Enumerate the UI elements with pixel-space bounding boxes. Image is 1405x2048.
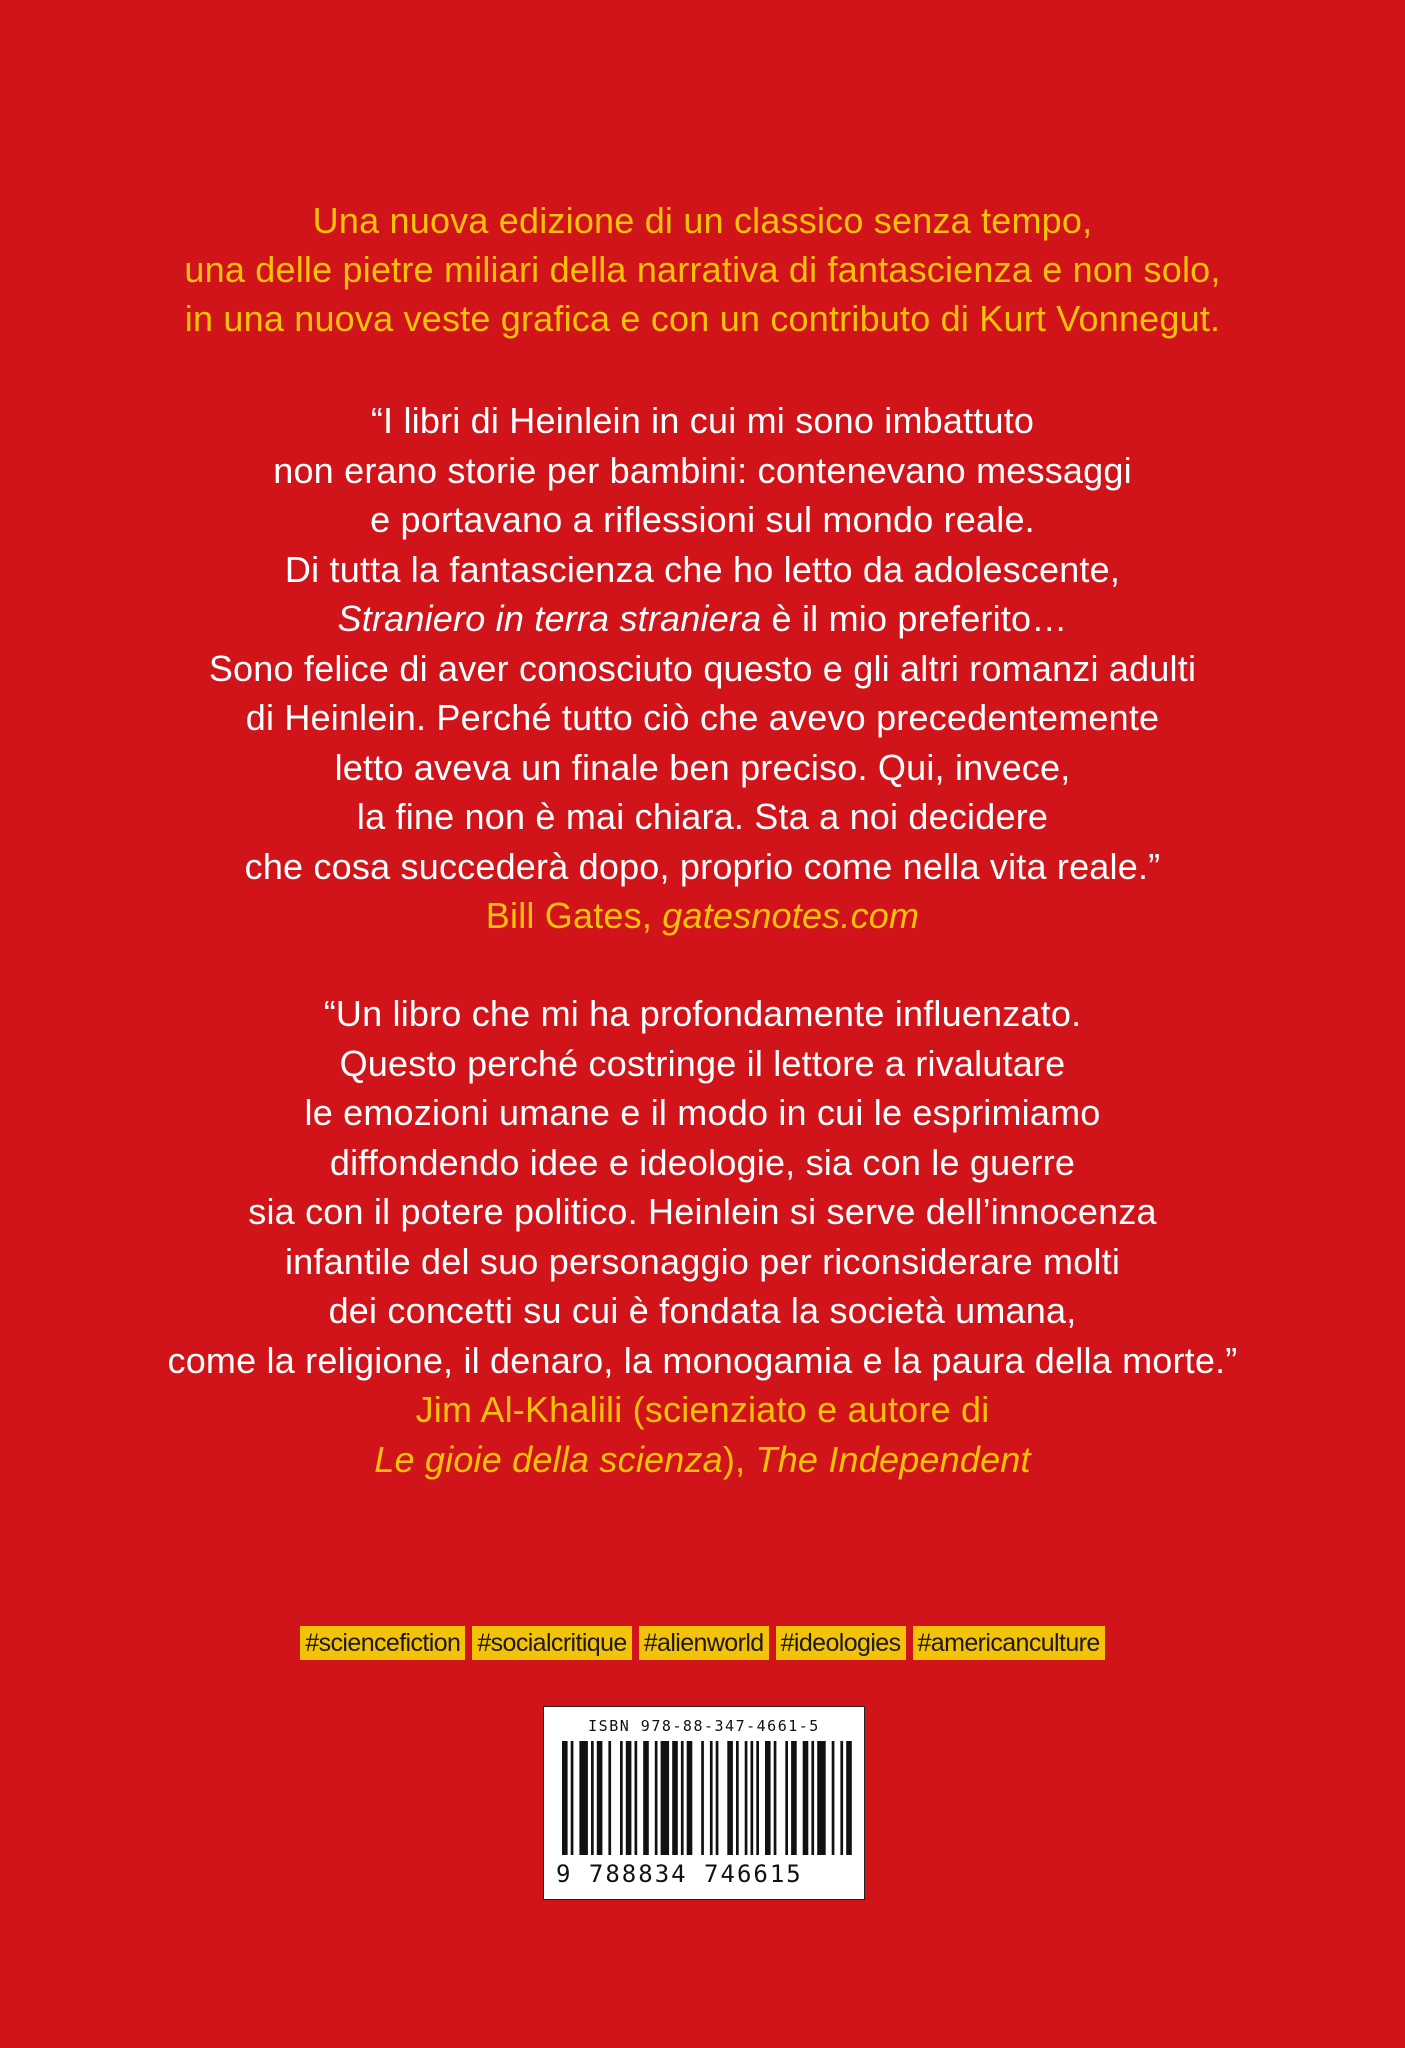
quote-line: Di tutta la fantascienza che ho letto da adolescente,: [284, 548, 1121, 590]
barcode-bar: [846, 1741, 852, 1855]
attribution-separator: ),: [722, 1438, 756, 1480]
publisher-blurb: [0, 196, 1405, 343]
barcode-bar: [727, 1741, 733, 1855]
barcode-bar: [591, 1741, 594, 1855]
barcode-bar: [643, 1741, 649, 1855]
barcode-bar: [756, 1741, 759, 1855]
barcode-bar: [785, 1741, 788, 1855]
barcode-bar: [736, 1741, 739, 1855]
quote-attribution: [0, 1435, 1405, 1485]
quote-line: infantile del suo personaggio per riconsiderare molti: [284, 1240, 1121, 1282]
quote-line: che cosa succederà dopo, proprio come nella vita reale.”: [244, 845, 1161, 887]
barcode-bar: [811, 1741, 814, 1855]
barcode-bar: [672, 1741, 678, 1855]
barcode-bar: [687, 1741, 693, 1855]
isbn-barcode: [543, 1706, 865, 1900]
barcode-bar: [803, 1741, 809, 1855]
quote-text: è il mio preferito…: [761, 598, 1068, 639]
hashtag: #ideologies: [776, 1626, 906, 1660]
quote-attribution: [0, 891, 1405, 941]
barcode-bar: [710, 1741, 713, 1855]
barcode-bar: [597, 1741, 603, 1855]
attribution-newspaper: The Independent: [755, 1438, 1031, 1480]
barcode-bar: [701, 1741, 704, 1855]
barcode-bar: [791, 1741, 797, 1855]
quote-line: “Un libro che mi ha profondamente influenzato.: [323, 993, 1082, 1034]
barcode-bar: [751, 1741, 754, 1855]
barcode-bar: [765, 1741, 771, 1855]
quote-jim-al-khalili: [0, 989, 1405, 1484]
barcode-bar: [620, 1741, 623, 1855]
blurb-line: una delle pietre miliari della narrativa di fantascienza e non solo,: [184, 249, 1221, 290]
quote-line: la fine non è mai chiara. Sta a noi decidere: [356, 796, 1049, 837]
hashtag: #alienworld: [639, 1626, 769, 1660]
quote-line: le emozioni umane e il modo in cui le esprimiamo: [304, 1092, 1101, 1133]
quote-line: diffondendo idee e ideologie, sia con le guerre: [329, 1141, 1076, 1183]
isbn-label: ISBN 978-88-347-4661-5: [588, 1717, 820, 1735]
barcode-bar: [635, 1741, 638, 1855]
barcode-bar: [571, 1741, 574, 1855]
barcode-bar: [774, 1741, 777, 1855]
hashtag: #sciencefiction: [300, 1626, 465, 1660]
ean-digits: 9 788834 746615: [556, 1860, 803, 1888]
quote-line: come la religione, il denaro, la monogamia e la paura della morte.”: [167, 1339, 1238, 1381]
quote-line: [0, 594, 1405, 644]
barcode-bar: [661, 1741, 670, 1855]
blurb-line: in una nuova veste grafica e con un contributo di Kurt Vonnegut.: [184, 298, 1221, 339]
quote-line: Sono felice di aver conosciuto questo e gli altri romanzi adulti: [208, 647, 1197, 689]
hashtag: #americanculture: [913, 1626, 1105, 1660]
quote-line: di Heinlein. Perché tutto ciò che avevo precedentemente: [245, 697, 1160, 738]
blurb-line: Una nuova edizione di un classico senza tempo,: [312, 200, 1093, 241]
hashtag-list: [0, 1626, 1405, 1660]
quote-line: sia con il potere politico. Heinlein si serve dell’innocenza: [248, 1191, 1157, 1232]
attribution-book: Le gioie della scienza: [374, 1438, 723, 1480]
barcode-bar: [626, 1741, 632, 1855]
hashtag: #socialcritique: [472, 1626, 631, 1660]
barcode-bar: [655, 1741, 658, 1855]
attribution-source: gatesnotes.com: [662, 895, 920, 936]
quote-attribution: Jim Al-Khalili (scienziato e autore di: [415, 1389, 990, 1430]
barcode-bar: [608, 1741, 611, 1855]
quote-line: e portavano a riflessioni sul mondo reale.: [370, 499, 1035, 540]
book-title: Straniero in terra straniera: [337, 598, 762, 639]
barcode-bar: [716, 1741, 719, 1855]
barcode-bar: [817, 1741, 826, 1855]
barcode-bar: [681, 1741, 684, 1855]
barcode-bar: [840, 1741, 843, 1855]
barcode-icon: [562, 1741, 852, 1865]
barcode-bar: [579, 1741, 588, 1855]
barcode-bar: [562, 1741, 568, 1855]
barcode-bar: [745, 1741, 748, 1855]
attribution-name: Bill Gates,: [485, 895, 663, 936]
quote-line: dei concetti su cui è fondata la società umana,: [328, 1290, 1077, 1331]
quote-bill-gates: [0, 396, 1405, 941]
quote-line: “I libri di Heinlein in cui mi sono imbattuto: [370, 400, 1035, 441]
quote-line: non erano storie per bambini: contenevano messaggi: [273, 449, 1132, 491]
quote-line: letto aveva un finale ben preciso. Qui, invece,: [334, 746, 1071, 788]
barcode-bar: [832, 1741, 835, 1855]
quote-line: Questo perché costringe il lettore a rivalutare: [339, 1042, 1066, 1084]
